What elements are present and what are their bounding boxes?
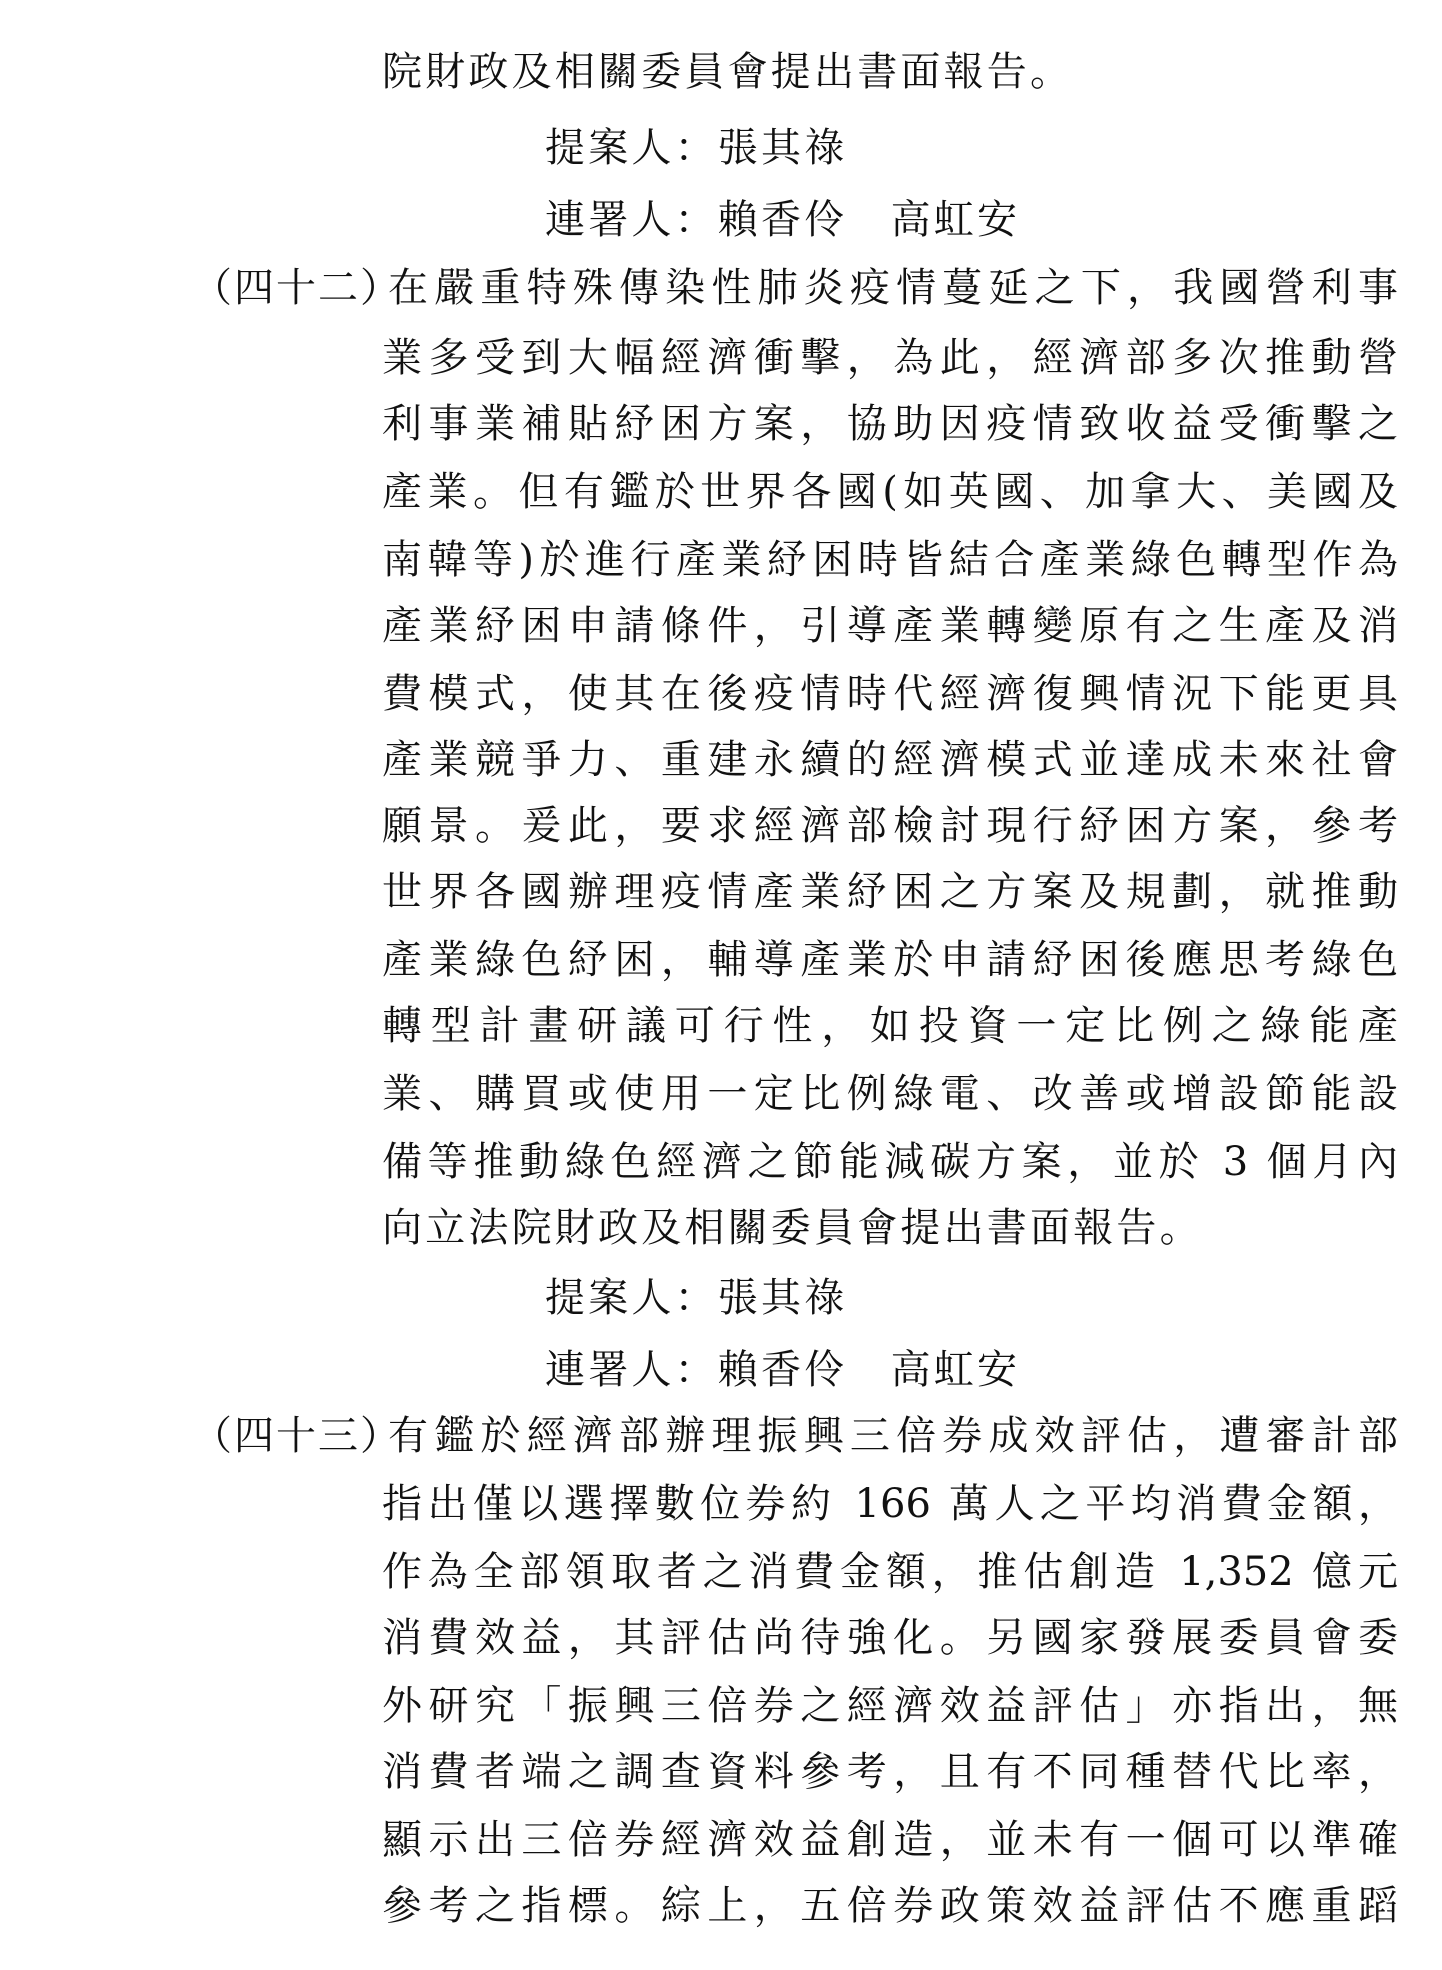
item-42-line: 產業綠色紓困，輔導產業於申請紓困後應思考綠色 [382,937,1398,983]
item-43-label: （四十三） [192,1413,402,1459]
item-43-line: 顯示出三倍券經濟效益創造，並未有一個可以準確 [382,1817,1398,1863]
proposer-line: 提案人：張其祿 [545,1275,848,1321]
item-42-line: 業、購買或使用一定比例綠電、改善或增設節能設 [382,1071,1398,1117]
cosigner-line: 連署人：賴香伶 高虹安 [545,197,1021,243]
item-43-line: 有鑑於經濟部辦理振興三倍券成效評估，遭審計部 [388,1413,1398,1459]
continuation-line: 院財政及相關委員會提出書面報告。 [382,49,1074,95]
item-42-line: 備等推動綠色經濟之節能減碳方案，並於 3 個月內 [382,1139,1398,1185]
item-42-line: 轉型計畫研議可行性，如投資一定比例之綠能產 [382,1003,1398,1049]
proposer-line: 提案人：張其祿 [545,125,848,171]
item-42-line: 產業。但有鑑於世界各國(如英國、加拿大、美國及 [382,469,1398,515]
item-42-line: 業多受到大幅經濟衝擊，為此，經濟部多次推動營 [382,335,1398,381]
item-42-label: （四十二） [192,265,402,311]
item-43-line: 消費者端之調查資料參考，且有不同種替代比率， [382,1749,1398,1795]
item-42-line: 願景。爰此，要求經濟部檢討現行紓困方案，參考 [382,803,1398,849]
item-42-line: 產業紓困申請條件，引導產業轉變原有之生產及消 [382,603,1398,649]
item-42-line: 在嚴重特殊傳染性肺炎疫情蔓延之下，我國營利事 [388,265,1398,311]
item-42-line: 南韓等)於進行產業紓困時皆結合產業綠色轉型作為 [382,537,1398,583]
item-43-line: 參考之指標。綜上，五倍券政策效益評估不應重蹈 [382,1883,1398,1929]
item-43-line: 作為全部領取者之消費金額，推估創造 1,352 億元 [382,1549,1398,1595]
item-43-line: 外研究「振興三倍券之經濟效益評估」亦指出，無 [382,1683,1398,1729]
item-42-line: 向立法院財政及相關委員會提出書面報告。 [382,1205,1203,1251]
item-43-line: 指出僅以選擇數位券約 166 萬人之平均消費金額， [382,1481,1398,1527]
item-42-line: 產業競爭力、重建永續的經濟模式並達成未來社會 [382,737,1398,783]
item-43-line: 消費效益，其評估尚待強化。另國家發展委員會委 [382,1615,1398,1661]
item-42-line: 利事業補貼紓困方案，協助因疫情致收益受衝擊之 [382,401,1398,447]
item-42-line: 費模式，使其在後疫情時代經濟復興情況下能更具 [382,671,1398,717]
cosigner-line: 連署人：賴香伶 高虹安 [545,1347,1021,1393]
item-42-line: 世界各國辦理疫情產業紓困之方案及規劃，就推動 [382,869,1398,915]
